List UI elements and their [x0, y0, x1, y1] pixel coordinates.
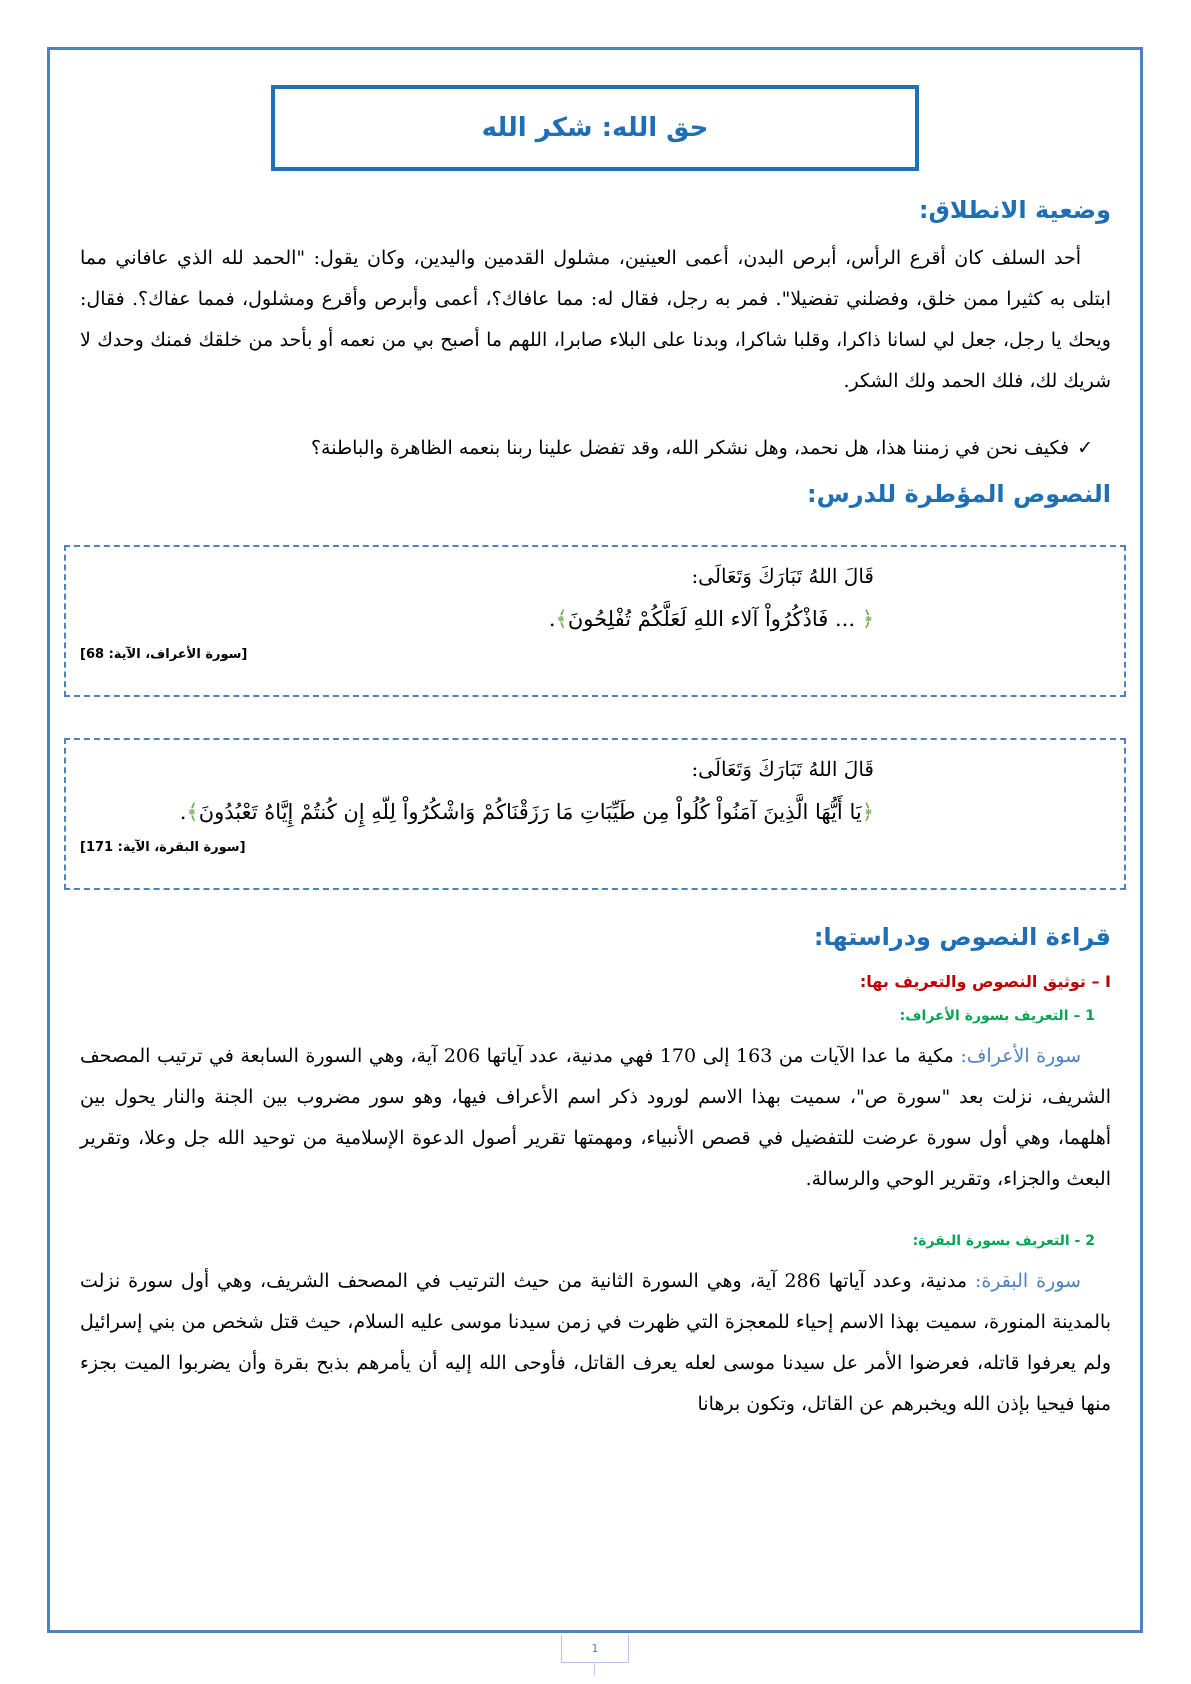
starting-situation-paragraph	[80, 238, 1111, 402]
title-box	[271, 85, 919, 171]
quote-intro: قَالَ اللهُ تَبَارَكَ وَتَعَالَى:	[691, 564, 874, 588]
section-heading-reading-texts: قراءة النصوص ودراستها:	[813, 923, 1111, 951]
question-text: فكيف نحن في زمننا هذا، هل نحمد، وهل نشكر الله، وقد تفضل علينا ربنا بنعمه الظاهرة والباطنة؟	[310, 437, 1070, 459]
page-number: 1	[561, 1635, 629, 1663]
quote-box-1	[64, 545, 1126, 697]
al-baqara-lead: سورة البقرة:	[974, 1270, 1081, 1292]
al-baqara-text: مدنية، وعدد آياتها 286 آية، وهي السورة الثانية من حيث الترتيب في المصحف الشريف، وهي أول سورة نزلت بالمدينة المنورة، سميت بهذا الاسم إحياء للمعجزة التي ظهرت في زمن سيدنا موسى عليه السلام، حيث قتل شخص من بني إسرائيل ولم يعرفوا قاتله، فعرضوا الأمر عل سيدنا موسى لعله يعرف القاتل، فأوحى الله إليه أن يأمرهم بذبح بقرة وأن يضربوا الميت بجزء منها فيحيا بإذن الله ويخبرهم عن القاتل، وتكون برهانا	[80, 1270, 1111, 1415]
quote-open-bracket: ﴿	[861, 607, 874, 631]
question-line	[80, 429, 1111, 467]
verse-text: ... فَاذْكُرُواْ آلاء اللهِ لَعَلَّكُمْ تُفْلِحُونَ	[567, 607, 862, 631]
subheading-documentation: I – توثيق النصوص والتعريف بها:	[859, 972, 1111, 991]
section-heading-starting-situation: وضعية الانطلاق:	[918, 196, 1111, 224]
subheading-al-araf: 1 – التعريف بسورة الأعراف:	[899, 1008, 1095, 1024]
verse-text: يَا أَيُّهَا الَّذِينَ آمَنُواْ كُلُواْ مِن طَيِّبَاتِ مَا رَزَقْنَاكُمْ وَاشْكُرُواْ لِلّهِ إِن كُنتُمْ إِيَّاهُ تَعْبُدُونَ	[198, 800, 862, 824]
quote-open-bracket: ﴿	[861, 800, 874, 824]
subheading-al-baqara: 2 - التعريف بسورة البقرة:	[912, 1233, 1095, 1249]
starting-situation-text: أحد السلف كان أقرع الرأس، أبرص البدن، أعمى العينين، مشلول القدمين واليدين، وكان يقول: "الحمد لله الذي عافاني مما ابتلى به كثيرا ممن خلق، وفضلني تفضيلا". فمر به رجل، فقال له: مما عافاك؟، أعمى وأبرص وأقرع ومشلول، فمما عفاك؟. فقال: ويحك يا رجل، جعل لي لسانا ذاكرا، وقلبا شاكرا، وبدنا على البلاء صابرا، اللهم ما أصبح بي من نعمه أو بأحد من خلقك فمنك وحدك لا شريك لك، فلك الحمد ولك الشكر.	[80, 247, 1111, 392]
quote-box-2	[64, 738, 1126, 890]
page-title: حق الله: شكر الله	[481, 113, 709, 143]
al-araf-text: مكية ما عدا الآيات من 163 إلى 170 فهي مدنية، عدد آياتها 206 آية، وهي السورة السابعة في ترتيب المصحف الشريف، نزلت بعد "سورة ص"، سميت بهذا الاسم لورود ذكر اسم الأعراف فيها، وهو سور مضروب بين الجنة والنار يحول بين أهلهما، وهي أول سورة عرضت للتفضيل في قصص الأنبياء، ومهمتها تقرير أصول الدعوة الإسلامية من توحيد الله جل وعلا، وتقرير البعث والجزاء، وتقرير الوحي والرسالة.	[80, 1045, 1111, 1190]
page-number-tick	[594, 1663, 595, 1675]
verse-reference: [سورة البقرة، الآية: 171]	[80, 840, 246, 855]
verse-end: .	[179, 800, 187, 824]
al-araf-lead: سورة الأعراف:	[960, 1045, 1082, 1067]
al-baqara-paragraph	[80, 1261, 1111, 1425]
section-heading-framing-texts: النصوص المؤطرة للدرس:	[806, 480, 1111, 508]
verse-end: .	[548, 607, 556, 631]
quote-close-bracket: ﴾	[555, 607, 568, 631]
verse-reference: [سورة الأعراف، الآية: 68]	[80, 647, 248, 662]
check-icon: ✓	[1077, 437, 1093, 459]
quote-intro: قَالَ اللهُ تَبَارَكَ وَتَعَالَى:	[691, 757, 874, 781]
al-araf-paragraph	[80, 1036, 1111, 1200]
quran-verse	[180, 800, 874, 824]
quran-verse	[549, 607, 874, 631]
quote-close-bracket: ﴾	[186, 800, 199, 824]
